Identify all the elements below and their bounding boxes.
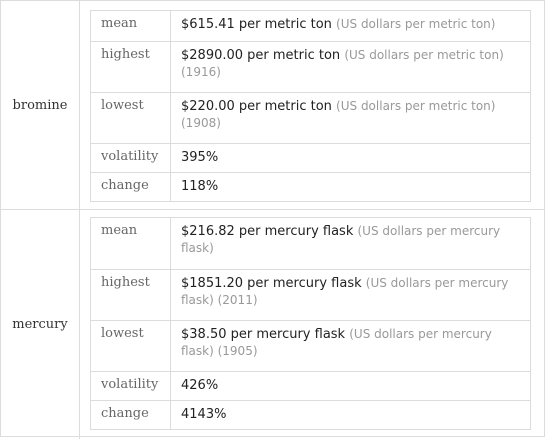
stat-value: 395% bbox=[181, 150, 219, 165]
stat-value-cell bbox=[171, 218, 530, 257]
stat-label: lowest bbox=[91, 93, 171, 143]
stat-value: $615.41 per metric ton bbox=[181, 17, 332, 32]
stat-value: $1851.20 per mercury flask bbox=[181, 276, 362, 291]
stat-unit-note: (US dollars per mercury flask) (1905) bbox=[181, 327, 492, 358]
stat-row-highest bbox=[91, 41, 530, 92]
price-stats-table bbox=[90, 217, 531, 430]
stat-unit-note: (US dollars per mercury flask) bbox=[181, 224, 501, 255]
stat-value: $2890.00 per metric ton bbox=[181, 48, 341, 63]
stat-label: highest bbox=[91, 42, 171, 92]
stat-label: change bbox=[91, 173, 171, 201]
stat-label: highest bbox=[91, 270, 171, 320]
stat-value-cell bbox=[171, 401, 530, 423]
stat-label: change bbox=[91, 401, 171, 429]
stat-value-cell bbox=[171, 173, 530, 195]
stat-label: lowest bbox=[91, 321, 171, 371]
element-row-bromine bbox=[1, 1, 545, 209]
stat-value-cell bbox=[171, 11, 530, 33]
stat-value: 426% bbox=[181, 378, 219, 393]
price-stats-table bbox=[90, 10, 531, 202]
element-name: mercury bbox=[1, 210, 80, 439]
stat-value: 118% bbox=[181, 179, 219, 194]
stat-row-lowest bbox=[91, 92, 530, 143]
stat-label: mean bbox=[91, 11, 171, 41]
stat-label: mean bbox=[91, 218, 171, 269]
stat-row-volatility bbox=[91, 143, 530, 172]
stat-unit-note: (US dollars per metric ton) (1916) bbox=[181, 48, 504, 79]
stat-unit-note: (US dollars per metric ton) bbox=[336, 17, 496, 31]
stat-label: volatility bbox=[91, 372, 171, 400]
stat-row-highest bbox=[91, 269, 530, 320]
stat-value-cell bbox=[171, 144, 530, 166]
stat-label: volatility bbox=[91, 144, 171, 172]
stat-unit-note: (US dollars per mercury flask) (2011) bbox=[181, 276, 509, 307]
stat-value: $220.00 per metric ton bbox=[181, 99, 332, 114]
stat-row-change bbox=[91, 172, 530, 201]
stat-value-cell bbox=[171, 270, 530, 309]
stat-value: 4143% bbox=[181, 407, 227, 422]
stat-row-volatility bbox=[91, 371, 530, 400]
stat-unit-note: (US dollars per metric ton) (1908) bbox=[181, 99, 496, 130]
stat-value: $38.50 per mercury flask bbox=[181, 327, 346, 342]
stat-row-mean bbox=[91, 11, 530, 41]
stat-value-cell bbox=[171, 93, 530, 132]
stat-value: $216.82 per mercury flask bbox=[181, 224, 354, 239]
stat-value-cell bbox=[171, 321, 530, 360]
stat-value-cell bbox=[171, 372, 530, 394]
stat-row-mean bbox=[91, 218, 530, 269]
element-name: bromine bbox=[1, 1, 80, 209]
element-row-mercury bbox=[1, 209, 545, 439]
stat-value-cell bbox=[171, 42, 530, 81]
stat-row-lowest bbox=[91, 320, 530, 371]
stat-row-change bbox=[91, 400, 530, 429]
